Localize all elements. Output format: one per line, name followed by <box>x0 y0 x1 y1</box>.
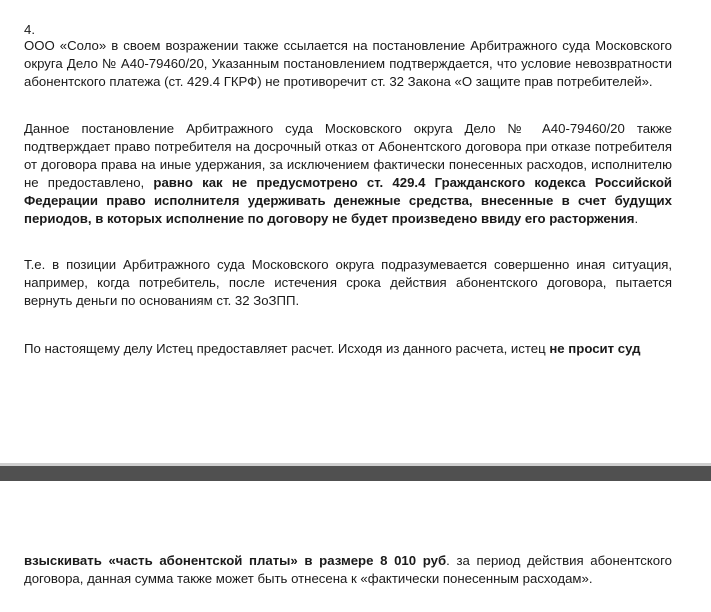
page-separator <box>0 466 711 481</box>
paragraph-resolution-analysis <box>24 120 672 228</box>
paragraph-text: Данное постановление Арбитражного суда Московского округа Дело № А40-79460/20 также подтверждает право потребителя на досрочный отказ от Абонентского договора при отказе потребителя от договора права на иные удержания, за исключением фактически понесенных расходов, исполнителю не предоставлено, <box>24 121 672 190</box>
paragraph-end: . <box>634 211 639 226</box>
paragraph-claim-calculation <box>24 340 672 358</box>
paragraph-text: По настоящему делу Истец предоставляет расчет. Исходя из данного расчета, истец <box>24 341 550 356</box>
item-number: 4. <box>24 22 35 37</box>
paragraph-claim-amount <box>24 552 672 588</box>
paragraph-bold-text: не просит суд <box>549 341 641 356</box>
document-page-2 <box>0 481 711 612</box>
paragraph-text: . за период действия абонентского договора, данная сумма также может быть отнесена к «фактически понесенным расходам». <box>24 553 672 586</box>
paragraph-bold-text: взыскивать «часть абонентской платы» в размере 8 010 руб <box>24 553 447 568</box>
paragraph-solo-objection: ООО «Соло» в своем возражении также ссылается на постановление Арбитражного суда Московского округа Дело № А40-79460/20, Указанным постановлением подтверждается, что условие невозвратности абонентского платежа (ст. 429.4 ГКРФ) не противоречит ст. 32 Закона «О защите прав потребителей». <box>24 38 672 89</box>
paragraph-bold-text: равно как не предусмотрено ст. 429.4 Гражданского кодекса Российской Федерации право исполнителя удерживать денежные средства, внесенные в счет будущих периодов, в которых исполнение по договору не будет произведено ввиду его расторжения <box>24 175 672 226</box>
paragraph-court-position: Т.е. в позиции Арбитражного суда Московского округа подразумевается совершенно иная ситуация, например, когда потребитель, после истечения срока действия абонентского договора, пытается вернуть деньги по основаниям ст. 32 ЗоЗПП. <box>24 257 672 308</box>
